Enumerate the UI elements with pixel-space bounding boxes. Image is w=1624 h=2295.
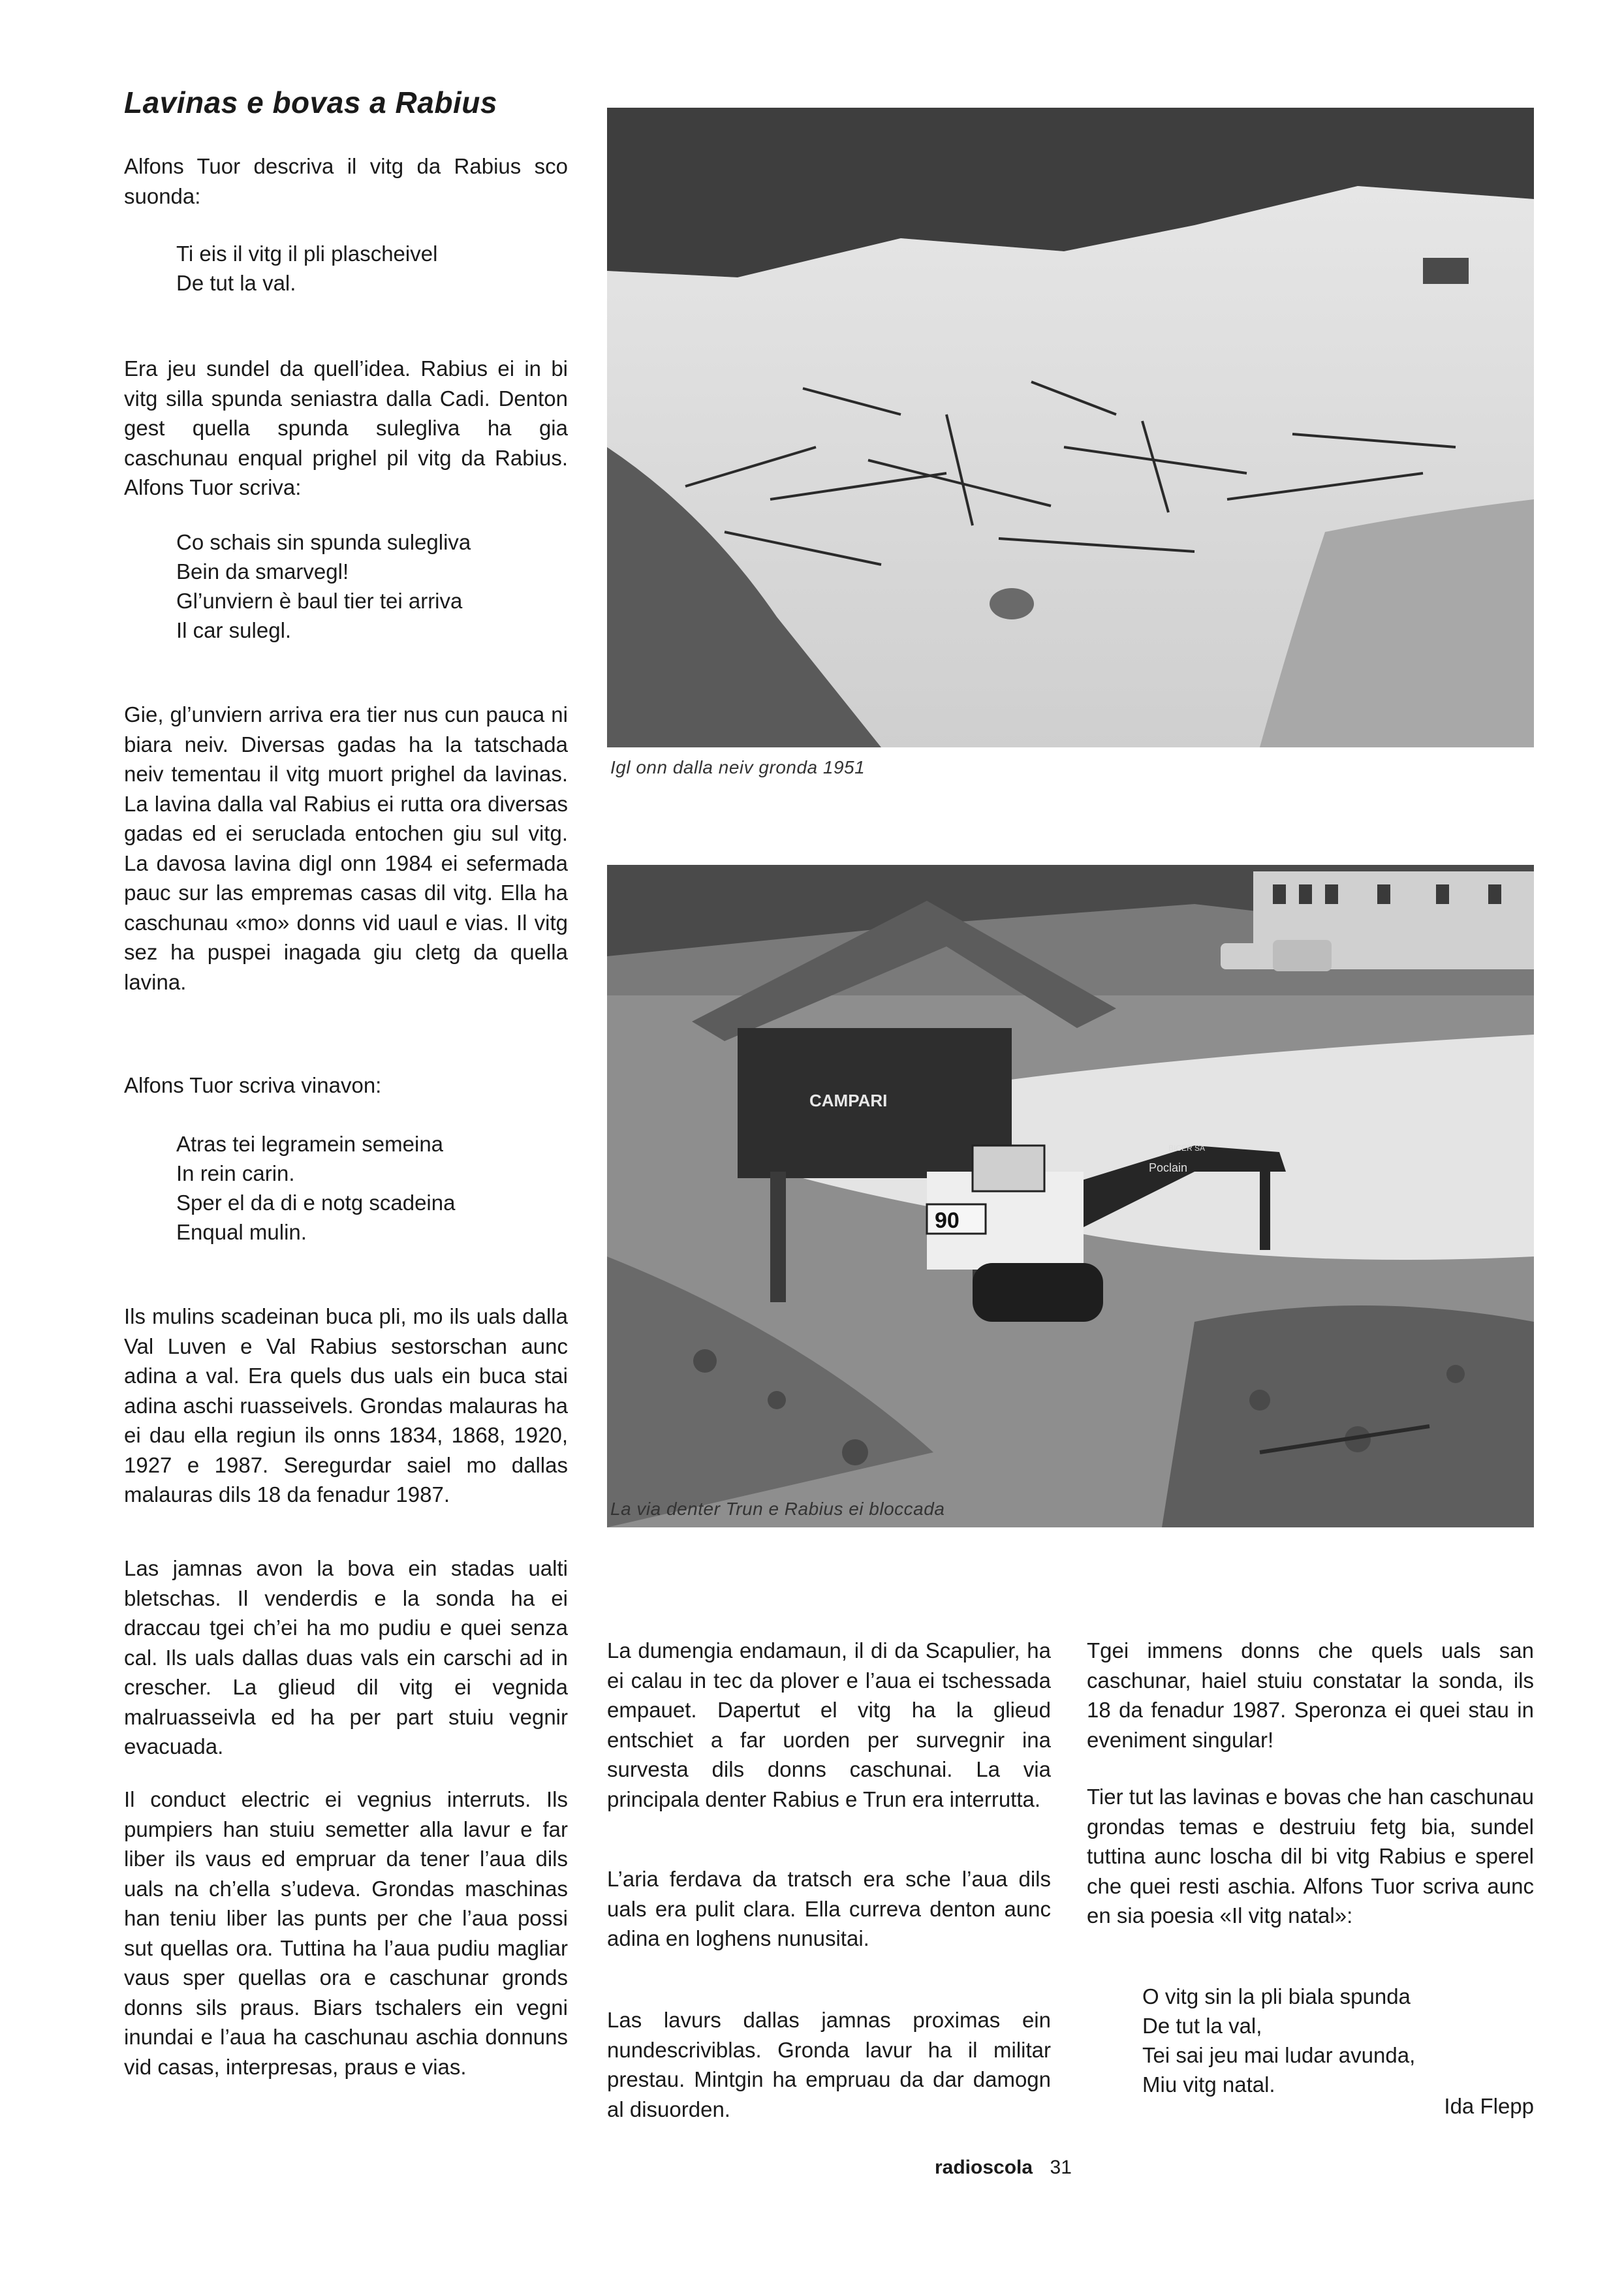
photo-avalanche-image xyxy=(607,108,1534,747)
photo-blocked-road xyxy=(607,865,1534,1527)
paragraph-4: Alfons Tuor scriva vinavon: xyxy=(124,1073,382,1097)
paragraph-8: La dumengia endamaun, il di da Scapulier, ha ei calau in tec da plover e l’aua ei tschessada empauet. Dapertut el vitg ha la glieud entschiet a far uorden per survegnir ina survesta dils donns caschunai. La via principala denter Rabius e Trun era interrutta. xyxy=(607,1638,1051,1811)
poem-line: Miu vitg natal. xyxy=(1142,2072,1275,2097)
photo-1-caption: Igl onn dalla neiv gronda 1951 xyxy=(610,757,866,777)
poem-1 xyxy=(176,239,437,298)
page-number: 31 xyxy=(1050,2157,1072,2178)
photo-avalanche-1951 xyxy=(607,108,1534,747)
paragraph-2: Era jeu sundel da quell’idea. Rabius ei in bi vitg silla spunda seniastra dalla Cadi. Denton gest quella spunda sulegliva ha gia caschunau enqual prighel pil vitg da Rabius. Alfons Tuor scriva: xyxy=(124,356,568,499)
poem-4 xyxy=(1142,1982,1415,2099)
photo-blocked-road-image xyxy=(607,865,1534,1527)
paragraph-5: Ils mulins scadeinan buca pli, mo ils uals dalla Val Luven e Val Rabius sestorschan aunc adina a val. Era quels dus uals ein buca stai adina aschi ruasseivels. Grondas malauras ha ei dau ella regiun ils onns 1834, 1868, 1920, 1927 e 1987. Seregurdar saiel mo dallas malauras dils 18 da fenadur 1987. xyxy=(124,1304,568,1507)
excavator-brand: Poclain xyxy=(1149,1161,1188,1174)
poem-3 xyxy=(176,1129,455,1247)
poem-line: Il car sulegl. xyxy=(176,618,292,642)
poem-line: Atras tei legramein semeina xyxy=(176,1132,444,1156)
campari-sign: CAMPARI xyxy=(809,1091,888,1110)
poem-line: Enqual mulin. xyxy=(176,1220,307,1244)
poem-line: O vitg sin la pli biala spunda xyxy=(1142,1984,1411,2008)
poem-2 xyxy=(176,527,471,645)
paragraph-7: Il conduct electric ei vegnius interruts. Ils pumpiers han stuiu semetter alla lavur e far liber ils vaus ed empruar da tener l’aua dils uals na ch’ella s’udeva. Grondas maschinas han teniu liber las punts per che l’aua possi sut quellas ora. Tuttina ha l’aua pudiu magliar vaus sper quellas ora e caschunar gronds donns sils praus. Biars tschalers ein vegni inundai e l’aua ha caschunau aschia donnuns vid casas, interpresas, praus e vias. xyxy=(124,1787,568,2079)
poem-line: Tei sai jeu mai ludar avunda, xyxy=(1142,2043,1416,2067)
poem-line: Co schais sin spunda sulegliva xyxy=(176,530,471,554)
author-signature: Ida Flepp xyxy=(1444,2094,1534,2118)
excavator-number: 90 xyxy=(935,1208,960,1233)
paragraph-9: L’aria ferdava da tratsch era sche l’aua dils uals era pulit clara. Ella curreva denton aunc adina en loghens nunusitai. xyxy=(607,1867,1051,1950)
poem-line: Ti eis il vitg il pli plascheivel xyxy=(176,242,438,266)
paragraph-10: Las lavurs dallas jamnas proximas ein nundescriviblas. Gronda lavur ha il militar prestau. Mintgin ha empruau da dar damogn al disuorden. xyxy=(607,2008,1051,2121)
intro-paragraph: Alfons Tuor descriva il vitg da Rabius sco suonda: xyxy=(124,154,568,208)
paragraph-11: Tgei immens donns che quels uals san caschunar, haiel stuiu constatar la sonda, ils 18 da fenadur 1987. Speronza ei quei stau in eveniment singular! xyxy=(1087,1638,1534,1752)
poem-line: Gl’unviern è baul tier tei arriva xyxy=(176,589,463,613)
poem-line: In rein carin. xyxy=(176,1161,295,1185)
footer-brand: radioscola xyxy=(935,2157,1033,2178)
poem-line: Sper el da di e notg scadeina xyxy=(176,1191,456,1215)
page-footer xyxy=(935,2157,1072,2179)
paragraph-3: Gie, gl’unviern arriva era tier nus cun pauca ni biara neiv. Diversas gadas ha la tatschada neiv tementau il vitg muort prighel da lavinas. La lavina dalla val Rabius ei rutta ora diversas gadas ed ei seruclada entochen giu sul vitg. La davosa lavina digl onn 1984 ei sefermada pauc sur las empremas casas dil vitg. Ella ha caschunau «mo» donns vid uaul e vias. Il vitg sez ha puspei inagada giu cletg da quella lavina. xyxy=(124,702,568,994)
poem-line: De tut la val. xyxy=(176,271,296,295)
article-title: Lavinas e bovas a Rabius xyxy=(124,86,497,119)
paragraph-6: Las jamnas avon la bova ein stadas ualti bletschas. Il venderdis e la sonda ha ei draccau tgei ch’ei ha mo pudiu e quei senza cal. Ils uals dallas duas vals ein carschi ad in crescher. La glieud dil vitg ei vegnida malruasseivla ed ha per part stuiu vegnir evacuada. xyxy=(124,1556,568,1758)
poem-line: De tut la val, xyxy=(1142,2014,1262,2038)
paragraph-12: Tier tut las lavinas e bovas che han caschunau grondas temas e destruiu fetg bia, sundel tuttina aunc loscha dil bi vitg Rabius e sperel che quei resti aschia. Alfons Tuor scriva aunc en sia poesia «Il vitg natal»: xyxy=(1087,1785,1534,1928)
poem-line: Bein da smarvegl! xyxy=(176,559,349,584)
photo-2-caption: La via denter Trun e Rabius ei bloccada xyxy=(610,1499,945,1519)
excavator-owner: BICER SA xyxy=(1168,1144,1206,1153)
